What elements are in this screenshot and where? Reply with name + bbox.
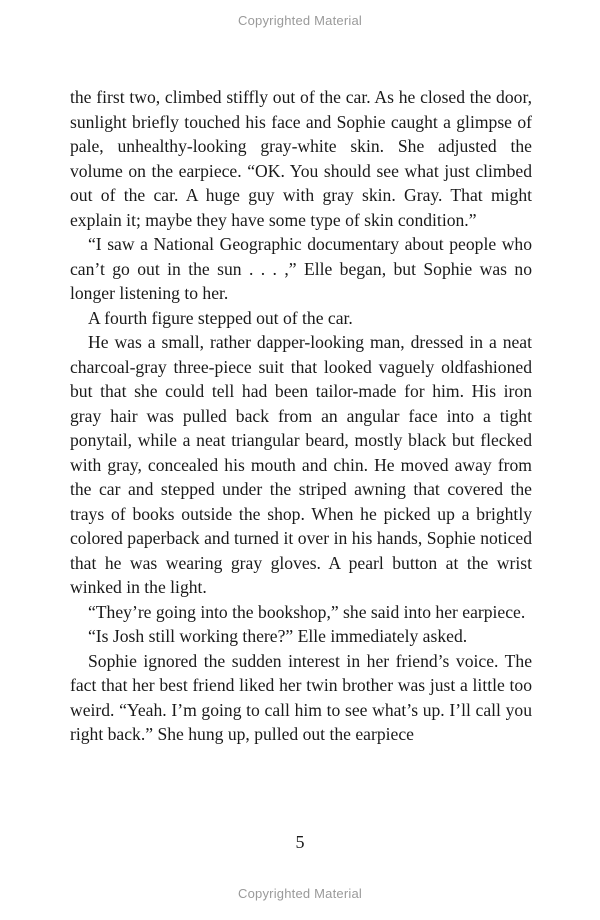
body-text — [70, 85, 532, 747]
copyright-watermark-top: Copyrighted Material — [238, 13, 362, 28]
page-number: 5 — [295, 832, 305, 852]
paragraph-bookshop: “They’re going into the bookshop,” she said into her earpiece. — [88, 601, 526, 622]
paragraph-elle-documentary: “I saw a National Geographic documentary about people who can’t go out in the sun . . . ,” Elle began, but Sophie was no longer listening to her. — [70, 234, 532, 303]
paragraph-sophie-ignored: Sophie ignored the sudden interest in her friend’s voice. The fact that her best friend liked her twin brother was just a little too weird. “Yeah. I’m going to call him to see what’s up. I’ll call you right back.” She hung up, pulled out the earpiece — [70, 650, 532, 744]
paragraph-dapper-man: He was a small, rather dapper-looking man, dressed in a neat charcoal-gray three-piece suit that looked vaguely oldfashioned but that she could tell had been tailor-made for him. His iron gray hair was pulled back from an angular face into a tight ponytail, while a neat triangular beard, mostly black but flecked with gray, concealed his mouth and chin. He moved away from the car and stepped under the striped awning that covered the trays of books outside the shop. When he picked up a brightly colored paperback and turned it over in his hands, Sophie noticed that he was wearing gray gloves. A pearl button at the wrist winked in the light. — [70, 332, 532, 597]
paragraph-continuation: the first two, climbed stiffly out of the car. As he closed the door, sunlight briefly touched his face and Sophie caught a glimpse of pale, unhealthy-looking gray-white skin. She adjusted the volume on the earpiece. “OK. You should see what just climbed out of the car. A huge guy with gray skin. Gray. That might explain it; maybe they have some type of skin condition.” — [70, 87, 532, 230]
paragraph-fourth-figure: A fourth figure stepped out of the car. — [88, 307, 353, 328]
copyright-watermark-bottom: Copyrighted Material — [238, 886, 362, 901]
paragraph-josh-question: “Is Josh still working there?” Elle immediately asked. — [88, 626, 468, 646]
